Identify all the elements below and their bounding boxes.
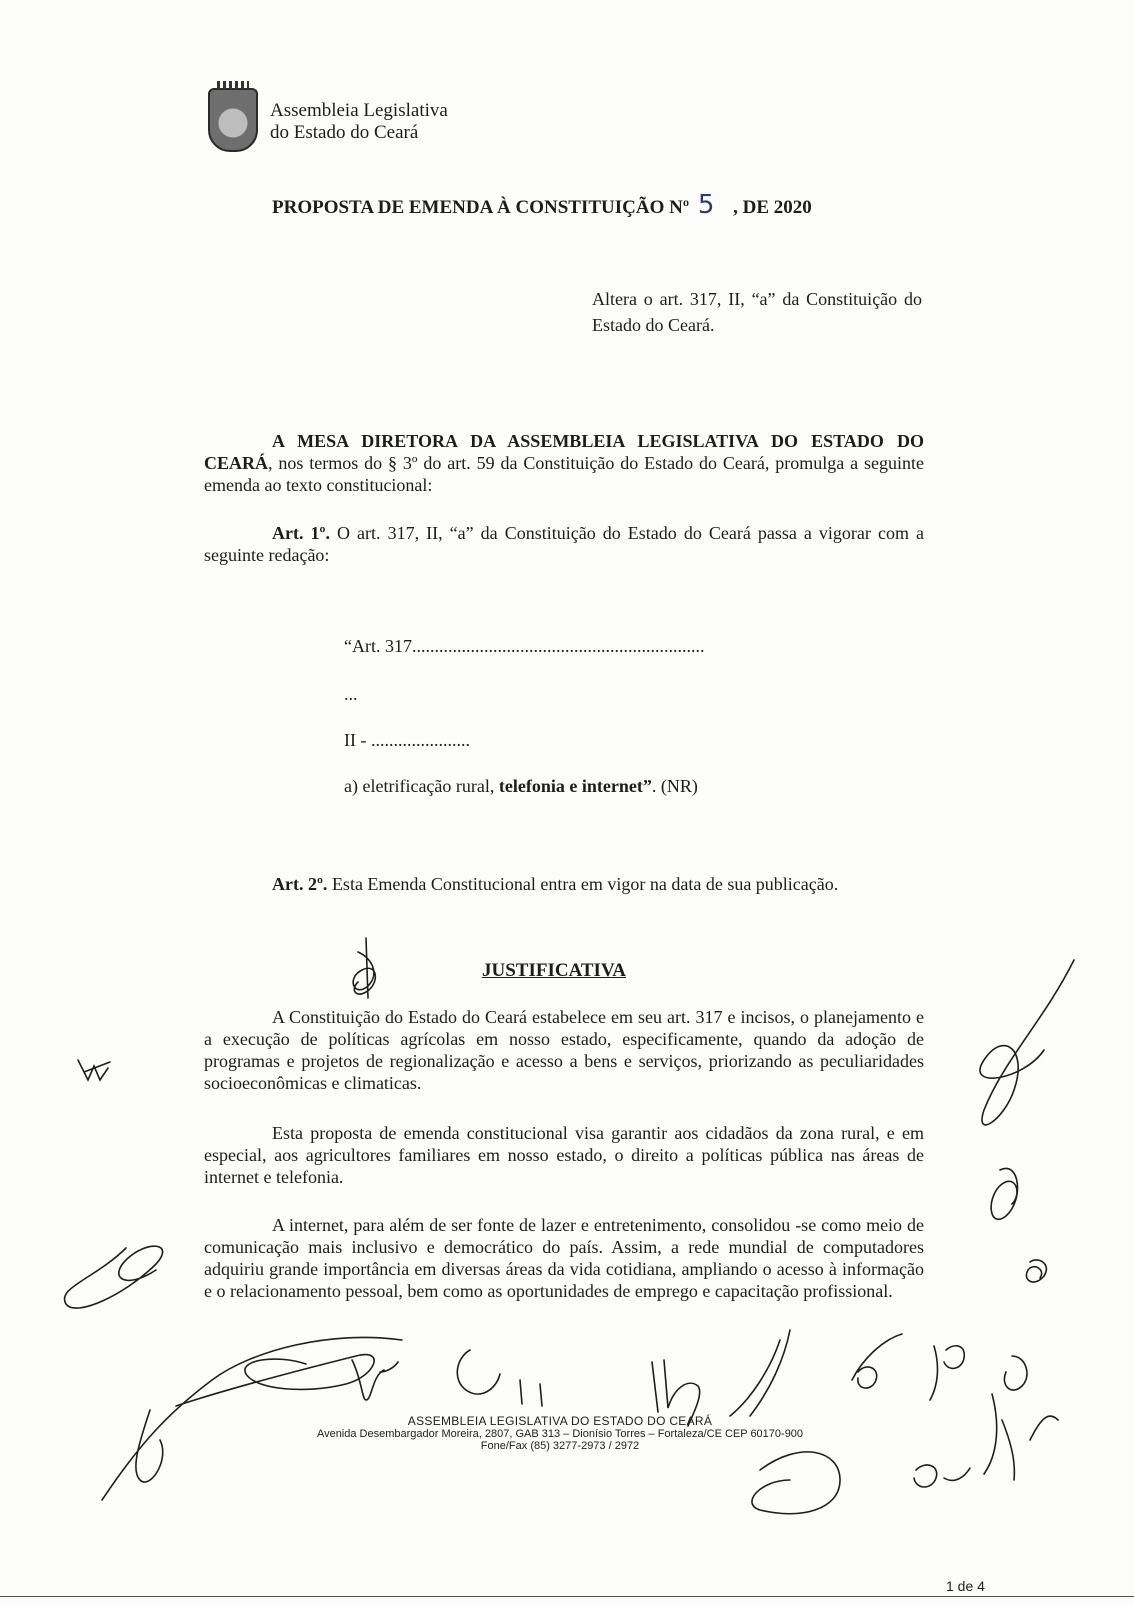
signature-bottom-9 [1002,1416,1058,1480]
page-number: 1 de 4 [946,1578,985,1594]
title-number: 5 [697,190,715,220]
justification-paragraph-3-text: A internet, para além de ser fonte de lazer e entretenimento, consolidou -se como meio de comunicação mais inclusivo e democrático do país. Assim, a rede mundial de computadores adquiriu grande importância em diversas áreas da vida cotidiana, ampliando o acesso à informação e o relacionamento pessoal, bem como as oportunidades de emprego e capacitação profissional. [204,1215,924,1301]
signature-initial-left-margin [78,1060,110,1080]
article-2-label: Art. 2º. [272,874,328,894]
signature-left-large [64,1246,162,1308]
signature-bottom-8 [984,1356,1027,1474]
signature-footer-overlay [752,1452,840,1514]
quote-line-2: ... [344,684,358,704]
preamble [204,430,924,496]
org-line-2: do Estado do Ceará [270,122,419,143]
quote-line-4-a: a) eletrificação rural, [344,776,499,796]
article-2 [272,874,838,895]
justification-paragraph-1 [204,1006,924,1094]
signature-bottom-7 [930,1346,964,1400]
page-bottom-rule [0,1596,1134,1597]
signature-bottom-3 [457,1350,542,1406]
page-footer [270,1414,850,1452]
ementa: Altera o art. 317, II, “a” da Constituição do Estado do Ceará. [592,289,922,335]
signature-initial-center [353,938,375,998]
justification-paragraph-2-text: Esta proposta de emenda constitucional visa garantir aos cidadãos da zona rural, e em especial, aos agricultores familiares em nosso estado, o direito a políticas pública nas áreas de internet e telefonia. [204,1123,924,1187]
quote-line-4-bold: telefonia e internet” [498,776,652,796]
signature-right-margin-2 [991,1168,1017,1219]
signature-bottom-2 [352,1360,398,1400]
article-1-label: Art. 1º. [272,523,330,543]
signature-right-margin-3 [1026,1260,1046,1282]
assembly-seal-logo [208,88,258,152]
footer-line-1: ASSEMBLEIA LEGISLATIVA DO ESTADO DO CEARÁ [407,1414,713,1428]
justification-paragraph-1-text: A Constituição do Estado do Ceará estabelece em seu art. 317 e incisos, o planejamento e a execução de políticas agrícolas em nosso estado, especificamente, quando da adoção de programas e projetos de regionalização e acesso a bens e serviços, priorizando as peculiaridades socioeconômicas e climaticas. [204,1007,924,1093]
justification-paragraph-3 [204,1214,924,1302]
signature-bottom-5 [730,1330,790,1416]
title-prefix: PROPOSTA DE EMENDA À CONSTITUIÇÃO Nº [272,197,690,218]
org-line-1: Assembleia Legislativa [270,100,448,121]
title-suffix: , DE 2020 [733,197,812,218]
signature-bottom-6 [852,1334,902,1388]
signature-bottom-1 [176,1355,374,1406]
article-1-text: O art. 317, II, “a” da Constituição do Estado do Ceará passa a vigorar com a seguinte redação: [204,523,924,565]
justification-paragraph-2 [204,1122,924,1188]
preamble-bold: A MESA DIRETORA DA ASSEMBLEIA LEGISLATIVA DO ESTADO DO CEARÁ [204,431,924,473]
organization-name [270,100,448,144]
article-2-text: Esta Emenda Constitucional entra em vigor na data de sua publicação. [327,874,839,894]
quote-line-3: II - ...................... [344,730,470,750]
quote-line-4 [344,776,698,797]
signature-footer-small [914,1465,970,1487]
signature-right-margin-1 [980,960,1074,1125]
quote-line-1: “Art. 317................................................................. [344,636,705,656]
justification-heading: JUSTIFICATIVA [482,960,626,981]
footer-line-2: Avenida Desembargador Moreira, 2807, GAB 313 – Dionísio Torres – Fortaleza/CE CEP 60170-900 [316,1428,804,1440]
footer-line-3: Fone/Fax (85) 3277-2973 / 2972 [480,1440,640,1452]
article-1 [204,522,924,566]
quote-line-4-b: . (NR) [651,776,698,796]
document-title [272,190,812,220]
preamble-text: , nos termos do § 3º do art. 59 da Constituição do Estado do Ceará, promulga a seguinte emenda ao texto constitucional: [204,453,924,495]
